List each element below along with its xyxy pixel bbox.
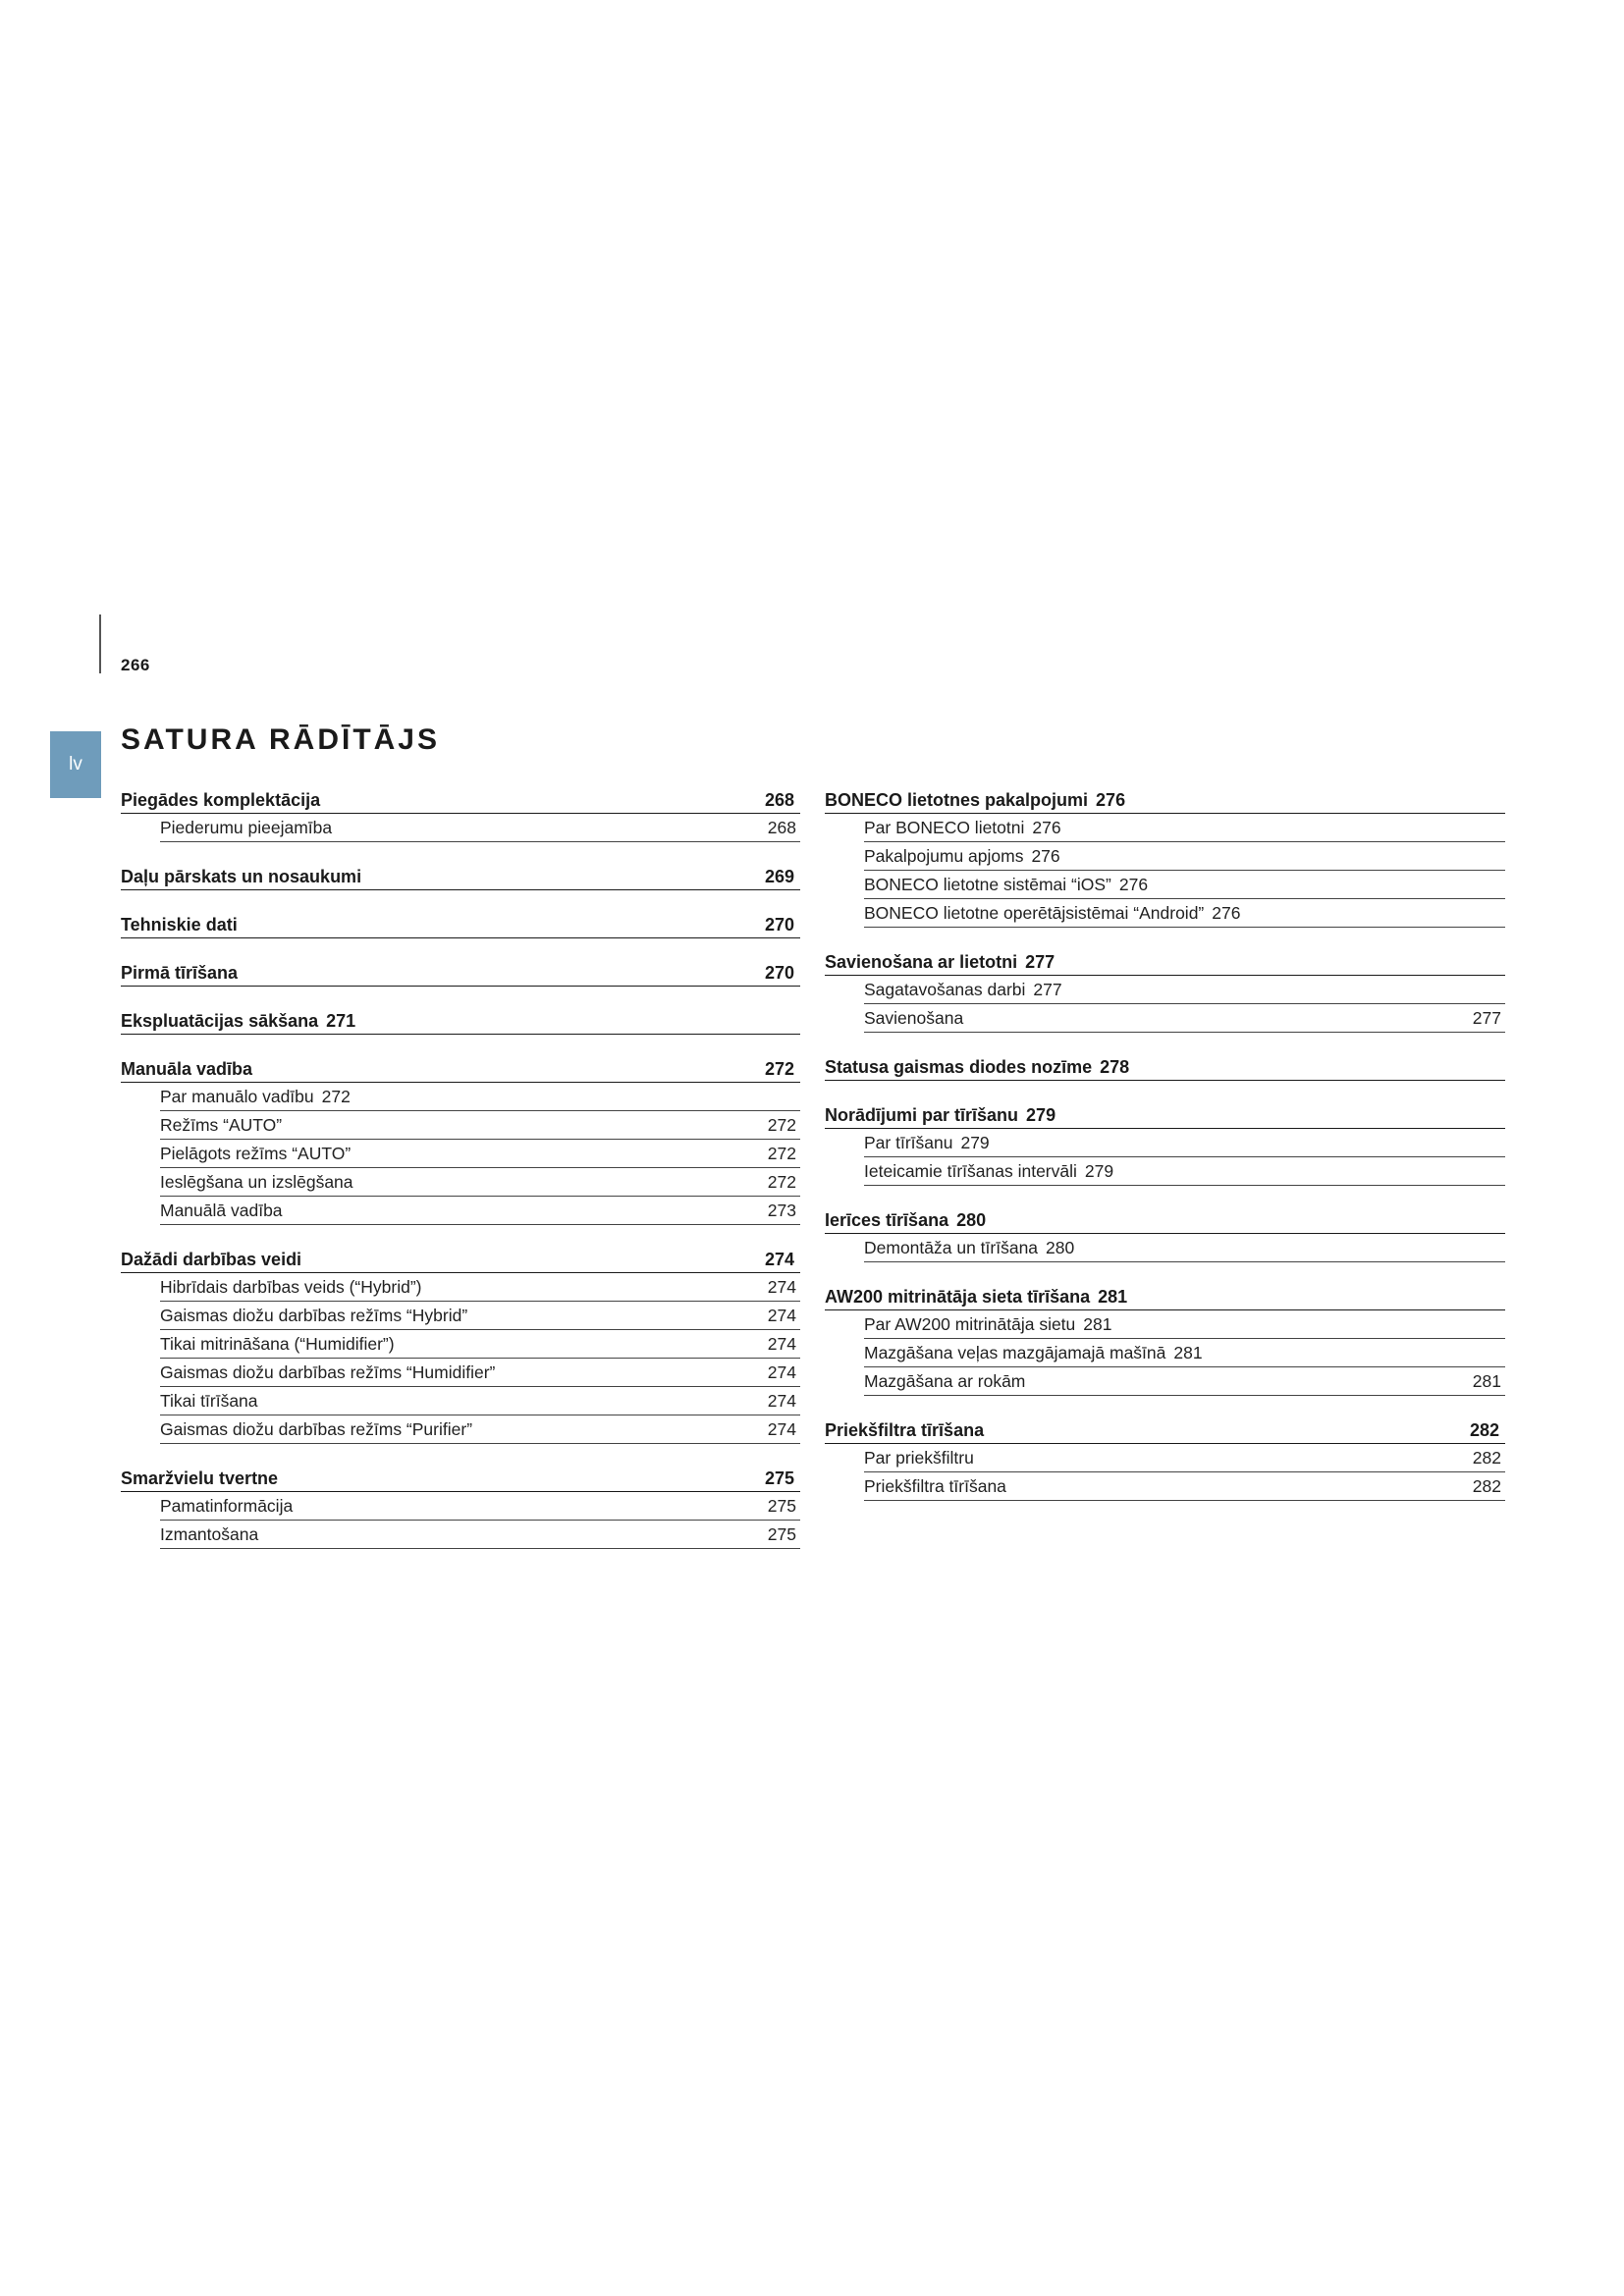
toc-heading-page: 275 (764, 1468, 794, 1488)
toc-entry[interactable] (864, 1004, 1505, 1033)
toc-entry-label: Piederumu pieejamība (160, 818, 333, 837)
toc-entry-label: Pamatinformācija (160, 1496, 294, 1516)
toc-entry-label: Gaismas diožu darbības režīms “Humidifier” (160, 1362, 496, 1382)
toc-heading-page: 269 (764, 867, 794, 886)
toc-entry-page: 276 (1032, 818, 1061, 837)
toc-heading[interactable] (121, 1006, 800, 1035)
toc-entry[interactable] (160, 1330, 800, 1359)
toc-entry-label: Par tīrīšanu (864, 1133, 953, 1152)
toc-entry-page: 282 (1472, 1476, 1501, 1496)
toc-entry-label: Tikai mitrināšana (“Humidifier”) (160, 1334, 395, 1354)
toc-section (825, 1205, 1505, 1262)
toc-entry-label: Ieteicamie tīrīšanas intervāli (864, 1161, 1077, 1181)
toc-entry-page: 276 (1118, 875, 1149, 894)
toc-section (825, 1052, 1505, 1081)
toc-entry-page: 277 (1033, 980, 1062, 999)
toc-entry-page: 281 (1173, 1343, 1203, 1362)
toc-entry-label: Mazgāšana veļas mazgājamajā mašīnā (864, 1343, 1166, 1362)
toc-heading-page: 274 (764, 1250, 794, 1269)
toc-section (825, 785, 1505, 928)
toc-section (825, 947, 1505, 1033)
toc-entry[interactable] (160, 1521, 800, 1549)
toc-entry[interactable] (160, 1083, 800, 1111)
toc-heading-label: Piegādes komplektācija (121, 790, 321, 810)
toc-heading-page: 277 (1025, 952, 1056, 972)
toc-heading[interactable] (121, 1245, 800, 1273)
toc-entry-label: Savienošana (864, 1008, 964, 1028)
toc-entry-label: Priekšfiltra tīrīšana (864, 1476, 1006, 1496)
toc-heading-page: 281 (1098, 1287, 1128, 1307)
toc-heading[interactable] (121, 1054, 800, 1083)
toc-entry-label: Gaismas diožu darbības režīms “Hybrid” (160, 1306, 468, 1325)
toc-entry-page: 274 (767, 1362, 796, 1382)
toc-entry-label: Hibrīdais darbības veids (“Hybrid”) (160, 1277, 422, 1297)
toc-entry-page: 276 (1212, 903, 1241, 923)
toc-entry[interactable] (864, 899, 1505, 928)
toc-heading[interactable] (825, 1415, 1505, 1444)
toc-heading-page: 280 (956, 1210, 987, 1230)
toc-section (121, 1464, 800, 1549)
toc-entry[interactable] (160, 1168, 800, 1197)
toc-entry-label: Demontāža un tīrīšana (864, 1238, 1039, 1257)
toc-entry-label: Par BONECO lietotni (864, 818, 1025, 837)
toc-entry-page: 281 (1472, 1371, 1501, 1391)
toc-section (825, 1415, 1505, 1501)
toc-heading-label: Priekšfiltra tīrīšana (825, 1420, 985, 1440)
toc-entry[interactable] (160, 1492, 800, 1521)
language-tab: lv (50, 731, 101, 798)
toc-entry-label: Gaismas diožu darbības režīms “Purifier” (160, 1419, 473, 1439)
toc-entry-page: 274 (767, 1277, 796, 1297)
toc-heading-label: Ierīces tīrīšana (825, 1210, 949, 1230)
toc-entry-label: Par manuālo vadību (160, 1087, 314, 1106)
toc-heading-page: 271 (326, 1011, 356, 1031)
toc-heading-label: Daļu pārskats un nosaukumi (121, 867, 362, 886)
toc-entry-page: 273 (767, 1201, 796, 1220)
toc-entry[interactable] (160, 1359, 800, 1387)
toc-heading[interactable] (121, 785, 800, 814)
toc-heading-label: Dažādi darbības veidi (121, 1250, 302, 1269)
toc-heading-page: 270 (764, 915, 794, 934)
toc-entry-label: Pielāgots režīms “AUTO” (160, 1144, 352, 1163)
toc-heading-label: BONECO lietotnes pakalpojumi (825, 790, 1089, 810)
toc-heading-label: Manuāla vadība (121, 1059, 253, 1079)
toc-heading-page: 279 (1026, 1105, 1056, 1125)
toc-left-column (121, 785, 800, 1569)
toc-entry-page: 274 (767, 1391, 796, 1411)
toc-entry-page: 268 (767, 818, 796, 837)
toc-heading-label: Tehniskie dati (121, 915, 238, 934)
toc-heading[interactable] (825, 785, 1505, 814)
toc-entry-label: Ieslēgšana un izslēgšana (160, 1172, 353, 1192)
toc-entry-page: 274 (767, 1306, 796, 1325)
toc-heading-page: 276 (1096, 790, 1126, 810)
toc-section (121, 1245, 800, 1444)
toc-section (121, 958, 800, 987)
toc-entry[interactable] (864, 871, 1505, 899)
toc-entry-label: BONECO lietotne sistēmai “iOS” (864, 875, 1111, 894)
toc-entry[interactable] (864, 1157, 1505, 1186)
toc-entry-page: 277 (1472, 1008, 1501, 1028)
toc-heading-label: Statusa gaismas diodes nozīme (825, 1057, 1093, 1077)
toc-heading-page: 282 (1469, 1420, 1499, 1440)
toc-entry[interactable] (160, 1111, 800, 1140)
toc-entry-page: 279 (1084, 1161, 1114, 1181)
toc-section (121, 1006, 800, 1035)
toc-heading[interactable] (825, 1100, 1505, 1129)
toc-heading[interactable] (825, 1205, 1505, 1234)
toc-heading-label: Smaržvielu tvertne (121, 1468, 279, 1488)
toc-entry-page: 272 (767, 1172, 796, 1192)
toc-entry-page: 279 (960, 1133, 990, 1152)
toc-heading-label: Norādījumi par tīrīšanu (825, 1105, 1019, 1125)
toc-entry-label: Sagatavošanas darbi (864, 980, 1026, 999)
toc-heading-page: 270 (764, 963, 794, 983)
toc-entry[interactable] (864, 1472, 1505, 1501)
toc-entry-page: 276 (1031, 846, 1060, 866)
toc-entry-page: 275 (767, 1524, 796, 1544)
toc-entry[interactable] (160, 1197, 800, 1225)
toc-entry-label: Manuālā vadība (160, 1201, 283, 1220)
toc-section (121, 862, 800, 890)
toc-entry[interactable] (864, 976, 1505, 1004)
margin-rule (99, 614, 101, 673)
toc-entry[interactable] (160, 1140, 800, 1168)
toc-heading[interactable] (121, 910, 800, 938)
toc-entry-page: 274 (767, 1334, 796, 1354)
toc-heading[interactable] (121, 862, 800, 890)
toc-entry-page: 280 (1046, 1238, 1075, 1257)
toc-entry[interactable] (160, 1415, 800, 1444)
toc-entry-label: BONECO lietotne operētājsistēmai “Android” (864, 903, 1205, 923)
toc-entry[interactable] (864, 1339, 1505, 1367)
toc-section (121, 910, 800, 938)
toc-heading[interactable] (825, 947, 1505, 976)
toc-entry[interactable] (864, 814, 1505, 842)
toc-section (121, 1054, 800, 1225)
toc-entry[interactable] (864, 1129, 1505, 1157)
toc-entry[interactable] (864, 842, 1505, 871)
toc-heading[interactable] (121, 1464, 800, 1492)
toc-right-column (825, 785, 1505, 1521)
toc-heading[interactable] (825, 1052, 1505, 1081)
toc-entry-page: 272 (767, 1144, 796, 1163)
toc-entry-label: Izmantošana (160, 1524, 259, 1544)
toc-entry-page: 282 (1472, 1448, 1501, 1468)
page-title: SATURA RĀDĪTĀJS (121, 723, 441, 756)
toc-entry[interactable] (160, 1273, 800, 1302)
toc-heading-label: AW200 mitrinātāja sieta tīrīšana (825, 1287, 1091, 1307)
toc-heading[interactable] (825, 1282, 1505, 1310)
toc-entry[interactable] (864, 1234, 1505, 1262)
toc-heading-page: 268 (764, 790, 794, 810)
toc-heading-page: 272 (764, 1059, 794, 1079)
toc-heading-label: Savienošana ar lietotni (825, 952, 1018, 972)
toc-entry-label: Par priekšfiltru (864, 1448, 974, 1468)
toc-entry-page: 274 (767, 1419, 796, 1439)
toc-entry-label: Par AW200 mitrinātāja sietu (864, 1314, 1076, 1334)
toc-entry[interactable] (160, 1302, 800, 1330)
toc-heading[interactable] (121, 958, 800, 987)
toc-entry[interactable] (864, 1367, 1505, 1396)
toc-section (121, 785, 800, 842)
page-number: 266 (121, 656, 150, 674)
toc-entry[interactable] (864, 1310, 1505, 1339)
toc-heading-label: Pirmā tīrīšana (121, 963, 239, 983)
toc-heading-label: Ekspluatācijas sākšana (121, 1011, 319, 1031)
toc-entry-page: 281 (1083, 1314, 1112, 1334)
toc-entry-label: Pakalpojumu apjoms (864, 846, 1024, 866)
toc-entry-page: 272 (767, 1115, 796, 1135)
toc-entry[interactable] (160, 814, 800, 842)
toc-section (825, 1100, 1505, 1186)
toc-entry[interactable] (864, 1444, 1505, 1472)
toc-heading-page: 278 (1100, 1057, 1130, 1077)
toc-entry-label: Režīms “AUTO” (160, 1115, 283, 1135)
toc-entry-label: Tikai tīrīšana (160, 1391, 258, 1411)
toc-entry-label: Mazgāšana ar rokām (864, 1371, 1026, 1391)
toc-entry-page: 272 (321, 1087, 351, 1106)
toc-section (825, 1282, 1505, 1396)
toc-entry-page: 275 (767, 1496, 796, 1516)
toc-entry[interactable] (160, 1387, 800, 1415)
